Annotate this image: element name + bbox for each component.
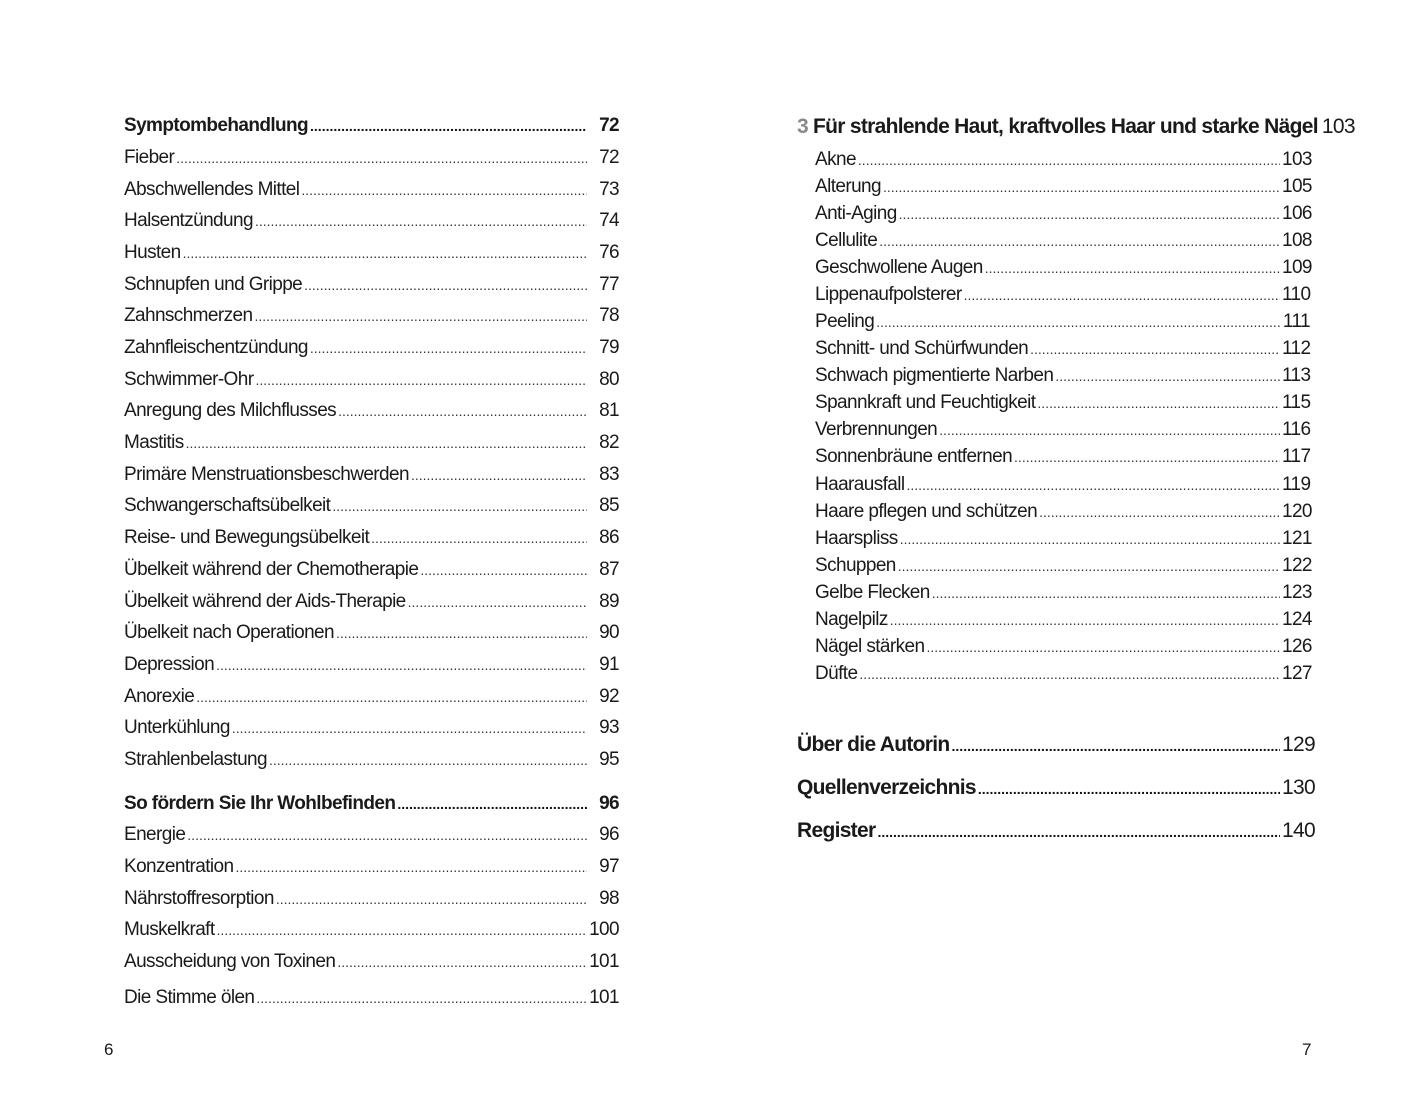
toc-label: Peeling bbox=[815, 311, 875, 332]
toc-entry[interactable] bbox=[815, 310, 1310, 334]
leader-dots bbox=[176, 146, 587, 170]
toc-entry[interactable] bbox=[815, 473, 1310, 497]
toc-label: Register bbox=[797, 819, 876, 842]
leader-dots bbox=[890, 608, 1280, 632]
toc-entry[interactable] bbox=[815, 418, 1310, 442]
toc-label: Schwangerschaftsübelkeit bbox=[124, 495, 331, 516]
toc-page-number: 124 bbox=[1282, 609, 1312, 630]
leader-dots bbox=[408, 590, 587, 614]
leader-dots bbox=[900, 527, 1280, 551]
toc-back-matter[interactable] bbox=[797, 819, 1315, 844]
toc-label: Spannkraft und Feuchtigkeit bbox=[815, 392, 1036, 413]
toc-page-number: 80 bbox=[599, 369, 619, 390]
leader-dots bbox=[216, 653, 587, 677]
toc-back-matter[interactable] bbox=[797, 776, 1315, 801]
toc-entry[interactable] bbox=[815, 581, 1310, 605]
toc-entry[interactable] bbox=[124, 716, 619, 740]
leader-dots bbox=[304, 273, 587, 297]
toc-label: Husten bbox=[124, 242, 181, 263]
toc-page-number: 130 bbox=[1282, 776, 1315, 799]
toc-page-number: 129 bbox=[1282, 733, 1315, 756]
leader-dots bbox=[899, 202, 1280, 226]
leader-dots bbox=[232, 716, 587, 740]
toc-label: Strahlenbelastung bbox=[124, 749, 267, 770]
toc-label: Haarausfall bbox=[815, 474, 905, 495]
leader-dots bbox=[1014, 445, 1280, 469]
toc-label: Zahnschmerzen bbox=[124, 305, 253, 326]
toc-label: Schnitt- und Schürfwunden bbox=[815, 338, 1029, 359]
page-number-right: 7 bbox=[1302, 1040, 1312, 1059]
toc-section-heading[interactable] bbox=[124, 792, 619, 816]
leader-dots bbox=[310, 114, 587, 138]
toc-entry[interactable] bbox=[124, 950, 619, 974]
toc-page-number: 117 bbox=[1282, 446, 1311, 467]
toc-label: Symptombehandlung bbox=[124, 115, 309, 136]
toc-page-number: 111 bbox=[1282, 311, 1310, 332]
left-page bbox=[0, 0, 708, 1104]
leader-dots bbox=[310, 336, 587, 360]
toc-label: Energie bbox=[124, 824, 186, 845]
toc-label: Anregung des Milchflusses bbox=[124, 400, 337, 421]
toc-label: Schnupfen und Grippe bbox=[124, 274, 303, 295]
toc-label: Konzentration bbox=[124, 856, 234, 877]
toc-page-number: 110 bbox=[1282, 284, 1311, 305]
toc-entry[interactable] bbox=[815, 283, 1310, 307]
toc-entry[interactable] bbox=[815, 202, 1310, 226]
toc-entry[interactable] bbox=[815, 364, 1310, 388]
toc-page-number: 77 bbox=[599, 274, 619, 295]
toc-page-number: 79 bbox=[599, 337, 619, 358]
toc-entry[interactable] bbox=[815, 500, 1310, 524]
toc-label: Fieber bbox=[124, 147, 175, 168]
toc-back-matter[interactable] bbox=[797, 733, 1315, 758]
toc-page-number: 112 bbox=[1282, 338, 1311, 359]
toc-label: Die Stimme ölen bbox=[124, 987, 255, 1008]
toc-entry[interactable] bbox=[124, 823, 619, 847]
toc-entry[interactable] bbox=[124, 855, 619, 879]
toc-label: Depression bbox=[124, 654, 215, 675]
toc-label: Nährstoffresorption bbox=[124, 888, 274, 909]
toc-label: Ausscheidung von Toxinen bbox=[124, 951, 336, 972]
toc-entry[interactable] bbox=[124, 304, 619, 328]
toc-page-number: 95 bbox=[599, 749, 619, 770]
toc-page-number: 101 bbox=[589, 951, 619, 972]
toc-entry[interactable] bbox=[815, 148, 1310, 172]
toc-page-number: 76 bbox=[599, 242, 619, 263]
toc-label: Mastitis bbox=[124, 432, 184, 453]
toc-entry[interactable] bbox=[815, 635, 1310, 659]
toc-label: Alterung bbox=[815, 176, 881, 197]
toc-page-number: 100 bbox=[589, 919, 619, 940]
toc-page-number: 119 bbox=[1282, 474, 1311, 495]
toc-page-number: 93 bbox=[599, 717, 619, 738]
leader-dots bbox=[269, 748, 587, 772]
toc-entry[interactable] bbox=[815, 229, 1310, 253]
leader-dots bbox=[879, 229, 1280, 253]
toc-label: Gelbe Flecken bbox=[815, 582, 930, 603]
leader-dots bbox=[183, 241, 587, 265]
toc-label: Cellulite bbox=[815, 230, 878, 251]
toc-label: Sonnenbräune entfernen bbox=[815, 446, 1013, 467]
leader-dots bbox=[338, 399, 587, 423]
leader-dots bbox=[187, 823, 587, 847]
toc-label: Anti-Aging bbox=[815, 203, 897, 224]
toc-page-number: 97 bbox=[599, 856, 619, 877]
leader-dots bbox=[985, 256, 1280, 280]
toc-label: Für strahlende Haut, kraftvolles Haar und starke Nägel bbox=[812, 115, 1318, 138]
toc-page-number: 74 bbox=[599, 210, 619, 231]
leader-dots bbox=[859, 662, 1280, 686]
leader-dots bbox=[254, 304, 587, 328]
toc-label: Haare pflegen und schützen bbox=[815, 501, 1038, 522]
toc-page-number: 87 bbox=[599, 559, 619, 580]
toc-entry[interactable] bbox=[815, 256, 1310, 280]
leader-dots bbox=[939, 418, 1280, 442]
toc-page-number: 140 bbox=[1282, 819, 1315, 842]
leader-dots bbox=[877, 820, 1280, 844]
toc-page-number: 108 bbox=[1282, 230, 1312, 251]
toc-entry[interactable] bbox=[124, 336, 619, 360]
leader-dots bbox=[336, 621, 587, 645]
leader-dots bbox=[898, 554, 1280, 578]
leader-dots bbox=[1039, 500, 1280, 524]
toc-page-number: 82 bbox=[599, 432, 619, 453]
chapter-number: 3 bbox=[797, 115, 808, 138]
toc-entry[interactable] bbox=[124, 685, 619, 709]
toc-section-heading[interactable] bbox=[124, 114, 619, 138]
toc-label: Geschwollene Augen bbox=[815, 257, 983, 278]
toc-entry[interactable] bbox=[124, 526, 619, 550]
leader-dots bbox=[1055, 364, 1280, 388]
toc-page-number: 91 bbox=[599, 654, 619, 675]
toc-entry[interactable] bbox=[124, 986, 619, 1010]
toc-page-number: 127 bbox=[1282, 663, 1312, 684]
toc-page-number: 106 bbox=[1282, 203, 1312, 224]
toc-label: Muskelkraft bbox=[124, 919, 215, 940]
toc-entry[interactable] bbox=[815, 662, 1310, 686]
toc-page-number: 103 bbox=[1321, 115, 1355, 138]
toc-entry[interactable] bbox=[124, 399, 619, 423]
toc-label: Abschwellendes Mittel bbox=[124, 179, 300, 200]
toc-entry[interactable] bbox=[124, 621, 619, 645]
leader-dots bbox=[876, 310, 1280, 334]
toc-label: Zahnfleischentzündung bbox=[124, 337, 308, 358]
leader-dots bbox=[186, 431, 587, 455]
leader-dots bbox=[1037, 391, 1280, 415]
toc-page-number: 92 bbox=[599, 686, 619, 707]
leader-dots bbox=[858, 148, 1280, 172]
toc-label: Anorexie bbox=[124, 686, 195, 707]
leader-dots bbox=[411, 463, 587, 487]
toc-label: Schwimmer-Ohr bbox=[124, 369, 254, 390]
toc-entry[interactable] bbox=[815, 527, 1310, 551]
toc-label: Unterkühlung bbox=[124, 717, 230, 738]
toc-page-number: 105 bbox=[1282, 176, 1312, 197]
leader-dots bbox=[196, 685, 587, 709]
toc-page-number: 115 bbox=[1282, 392, 1311, 413]
toc-page-number: 89 bbox=[599, 591, 619, 612]
toc-page-number: 122 bbox=[1282, 555, 1312, 576]
toc-page-number: 96 bbox=[599, 793, 619, 814]
toc-entry[interactable] bbox=[124, 748, 619, 772]
toc-entry[interactable] bbox=[124, 178, 619, 202]
leader-dots bbox=[1030, 337, 1280, 361]
toc-label: Übelkeit während der Aids-Therapie bbox=[124, 591, 406, 612]
toc-label: Schuppen bbox=[815, 555, 896, 576]
right-page bbox=[708, 0, 1417, 1104]
toc-page-number: 86 bbox=[599, 527, 619, 548]
leader-dots bbox=[301, 178, 587, 202]
toc-page-number: 72 bbox=[599, 147, 619, 168]
toc-label: Halsentzündung bbox=[124, 210, 253, 231]
toc-entry[interactable] bbox=[124, 887, 619, 911]
toc-page-number: 78 bbox=[599, 305, 619, 326]
toc-entry[interactable] bbox=[815, 445, 1310, 469]
leader-dots bbox=[256, 986, 587, 1010]
toc-page-number: 101 bbox=[589, 987, 619, 1008]
toc-page-number: 83 bbox=[599, 464, 619, 485]
toc-page-number: 98 bbox=[599, 888, 619, 909]
toc-label: Schwach pigmentierte Narben bbox=[815, 365, 1054, 386]
page-number-left: 6 bbox=[104, 1040, 114, 1059]
leader-dots bbox=[371, 526, 587, 550]
leader-dots bbox=[420, 558, 587, 582]
toc-entry[interactable] bbox=[124, 918, 619, 942]
toc-entry[interactable] bbox=[124, 146, 619, 170]
leader-dots bbox=[964, 283, 1280, 307]
toc-entry[interactable] bbox=[124, 209, 619, 233]
toc-entry[interactable] bbox=[124, 590, 619, 614]
toc-label: Nägel stärken bbox=[815, 636, 925, 657]
toc-label: Quellenverzeichnis bbox=[797, 776, 976, 799]
toc-entry[interactable] bbox=[124, 431, 619, 455]
toc-entry[interactable] bbox=[124, 653, 619, 677]
toc-chapter-heading[interactable] bbox=[797, 115, 1355, 140]
leader-dots bbox=[255, 368, 587, 392]
toc-entry[interactable] bbox=[124, 494, 619, 518]
toc-page-number: 109 bbox=[1282, 257, 1312, 278]
toc-entry[interactable] bbox=[815, 175, 1310, 199]
toc-page-number: 121 bbox=[1282, 528, 1312, 549]
toc-label: Reise- und Bewegungsübelkeit bbox=[124, 527, 370, 548]
toc-page-number: 72 bbox=[599, 115, 619, 136]
leader-dots bbox=[932, 581, 1280, 605]
leader-dots bbox=[217, 918, 587, 942]
toc-page-number: 116 bbox=[1282, 419, 1311, 440]
leader-dots bbox=[397, 792, 587, 816]
toc-label: Verbrennungen bbox=[815, 419, 938, 440]
toc-entry[interactable] bbox=[815, 554, 1310, 578]
toc-page-number: 73 bbox=[599, 179, 619, 200]
toc-entry[interactable] bbox=[124, 463, 619, 487]
toc-page-number: 120 bbox=[1282, 501, 1312, 522]
toc-page-number: 85 bbox=[599, 495, 619, 516]
toc-label: Akne bbox=[815, 149, 856, 170]
toc-label: Düfte bbox=[815, 663, 858, 684]
leader-dots bbox=[337, 950, 587, 974]
toc-entry[interactable] bbox=[815, 337, 1310, 361]
toc-page-number: 90 bbox=[599, 622, 619, 643]
toc-page-number: 81 bbox=[599, 400, 619, 421]
leader-dots bbox=[883, 175, 1280, 199]
leader-dots bbox=[276, 887, 587, 911]
leader-dots bbox=[952, 734, 1280, 758]
leader-dots bbox=[926, 635, 1280, 659]
leader-dots bbox=[332, 494, 587, 518]
toc-page-number: 103 bbox=[1282, 149, 1312, 170]
leader-dots bbox=[907, 473, 1280, 497]
leader-dots bbox=[255, 209, 587, 233]
toc-entry[interactable] bbox=[124, 273, 619, 297]
toc-entry[interactable] bbox=[815, 391, 1310, 415]
toc-entry[interactable] bbox=[815, 608, 1310, 632]
toc-label: Über die Autorin bbox=[797, 733, 950, 756]
toc-label: Lippenaufpolsterer bbox=[815, 284, 962, 305]
toc-entry[interactable] bbox=[124, 558, 619, 582]
leader-dots bbox=[978, 777, 1280, 801]
toc-page-number: 123 bbox=[1282, 582, 1312, 603]
toc-page-number: 126 bbox=[1282, 636, 1312, 657]
toc-label: Übelkeit während der Chemotherapie bbox=[124, 559, 419, 580]
toc-label: Übelkeit nach Operationen bbox=[124, 622, 334, 643]
toc-page-number: 113 bbox=[1282, 365, 1311, 386]
toc-label: Haarspliss bbox=[815, 528, 898, 549]
toc-label: Primäre Menstruationsbeschwerden bbox=[124, 464, 409, 485]
toc-page-number: 96 bbox=[599, 824, 619, 845]
leader-dots bbox=[235, 855, 587, 879]
toc-label: Nagelpilz bbox=[815, 609, 888, 630]
toc-label: So fördern Sie Ihr Wohlbefinden bbox=[124, 793, 396, 814]
toc-entry[interactable] bbox=[124, 241, 619, 265]
toc-entry[interactable] bbox=[124, 368, 619, 392]
